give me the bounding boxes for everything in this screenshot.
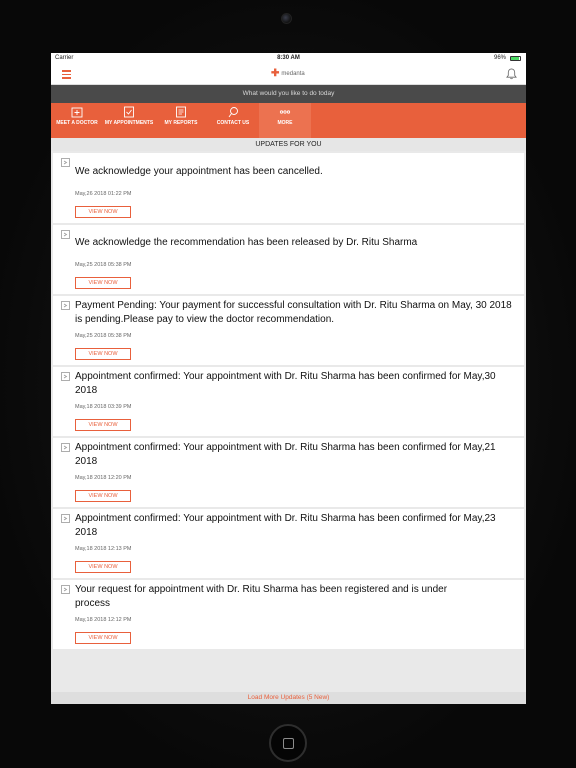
update-text: Payment Pending: Your payment for successful consultation with Dr. Ritu Sharma on May, 30 2018 is pending.Please pay to view the doctor recommendation. — [75, 300, 512, 325]
more-icon — [279, 106, 291, 118]
section-title: UPDATES FOR YOU — [51, 138, 526, 151]
bell-icon[interactable] — [506, 68, 517, 80]
update-date: May,18 2018 12:12 PM — [75, 617, 132, 623]
update-text: We acknowledge the recommendation has been released by Dr. Ritu Sharma — [75, 237, 418, 248]
view-now-button[interactable]: VIEW NOW — [75, 561, 131, 573]
view-now-button[interactable]: VIEW NOW — [75, 348, 131, 360]
update-date: May,18 2018 03:39 PM — [75, 404, 132, 410]
update-text: Your request for appointment with Dr. Ritu Sharma has been registered and is under process — [75, 584, 448, 609]
nav-label: MY APPOINTMENTS — [104, 120, 154, 126]
home-button[interactable] — [269, 724, 307, 762]
nav-more[interactable] — [259, 103, 311, 138]
front-camera — [281, 13, 292, 24]
prompt-bar: What would you like to do today — [51, 85, 526, 103]
update-card — [53, 438, 524, 507]
notification-icon — [61, 301, 70, 310]
update-text: Appointment confirmed: Your appointment with Dr. Ritu Sharma has been confirmed for May,21 2018 — [75, 442, 496, 467]
home-square-icon — [283, 738, 294, 749]
meet-doctor-icon — [71, 106, 83, 118]
update-text: We acknowledge your appointment has been cancelled. — [75, 166, 323, 177]
nav-my-reports[interactable] — [155, 103, 207, 138]
update-date: May,26 2018 01:22 PM — [75, 191, 132, 197]
nav-label: MY REPORTS — [164, 120, 198, 126]
update-card — [53, 580, 524, 649]
update-text: Appointment confirmed: Your appointment with Dr. Ritu Sharma has been confirmed for May,30 2018 — [75, 371, 496, 396]
nav-meet-doctor[interactable] — [51, 103, 103, 138]
notification-icon — [61, 585, 70, 594]
status-time: 8:30 AM — [277, 55, 300, 61]
view-now-button[interactable]: VIEW NOW — [75, 632, 131, 644]
app-header — [51, 64, 526, 85]
nav-label: MEET A DOCTOR — [56, 120, 98, 126]
update-card — [53, 225, 524, 294]
notification-icon — [61, 158, 70, 167]
update-card — [53, 296, 524, 365]
update-date: May,18 2018 12:20 PM — [75, 475, 132, 481]
load-more-button[interactable]: Load More Updates (5 New) — [51, 692, 526, 704]
update-card — [53, 367, 524, 436]
battery-percent: 96% — [493, 55, 506, 61]
notification-icon — [61, 443, 70, 452]
view-now-button[interactable]: VIEW NOW — [75, 490, 131, 502]
update-card — [53, 509, 524, 578]
update-date: May,25 2018 05:38 PM — [75, 333, 132, 339]
nav-label: MORE — [277, 120, 293, 126]
app-screen — [51, 53, 526, 704]
appointments-icon — [123, 106, 135, 118]
main-nav — [51, 103, 526, 138]
update-text: Appointment confirmed: Your appointment with Dr. Ritu Sharma has been confirmed for May,23 2018 — [75, 513, 496, 538]
contact-icon — [227, 106, 239, 118]
nav-my-appointments[interactable] — [103, 103, 155, 138]
update-card — [53, 153, 524, 223]
hamburger-menu-icon[interactable] — [62, 70, 71, 78]
battery-icon — [510, 56, 521, 61]
reports-icon — [175, 106, 187, 118]
app-logo — [271, 69, 305, 79]
view-now-button[interactable]: VIEW NOW — [75, 277, 131, 289]
notification-icon — [61, 372, 70, 381]
notification-icon — [61, 230, 70, 239]
nav-label: CONTACT US — [216, 120, 250, 126]
carrier-label: Carrier — [55, 55, 74, 61]
logo-cross-icon: ✚ — [271, 68, 280, 79]
update-date: May,25 2018 05:38 PM — [75, 262, 132, 268]
view-now-button[interactable]: VIEW NOW — [75, 206, 131, 218]
status-bar — [51, 53, 526, 64]
view-now-button[interactable]: VIEW NOW — [75, 419, 131, 431]
nav-contact-us[interactable] — [207, 103, 259, 138]
update-date: May,18 2018 12:13 PM — [75, 546, 132, 552]
notification-icon — [61, 514, 70, 523]
logo-text: medanta — [281, 71, 305, 77]
